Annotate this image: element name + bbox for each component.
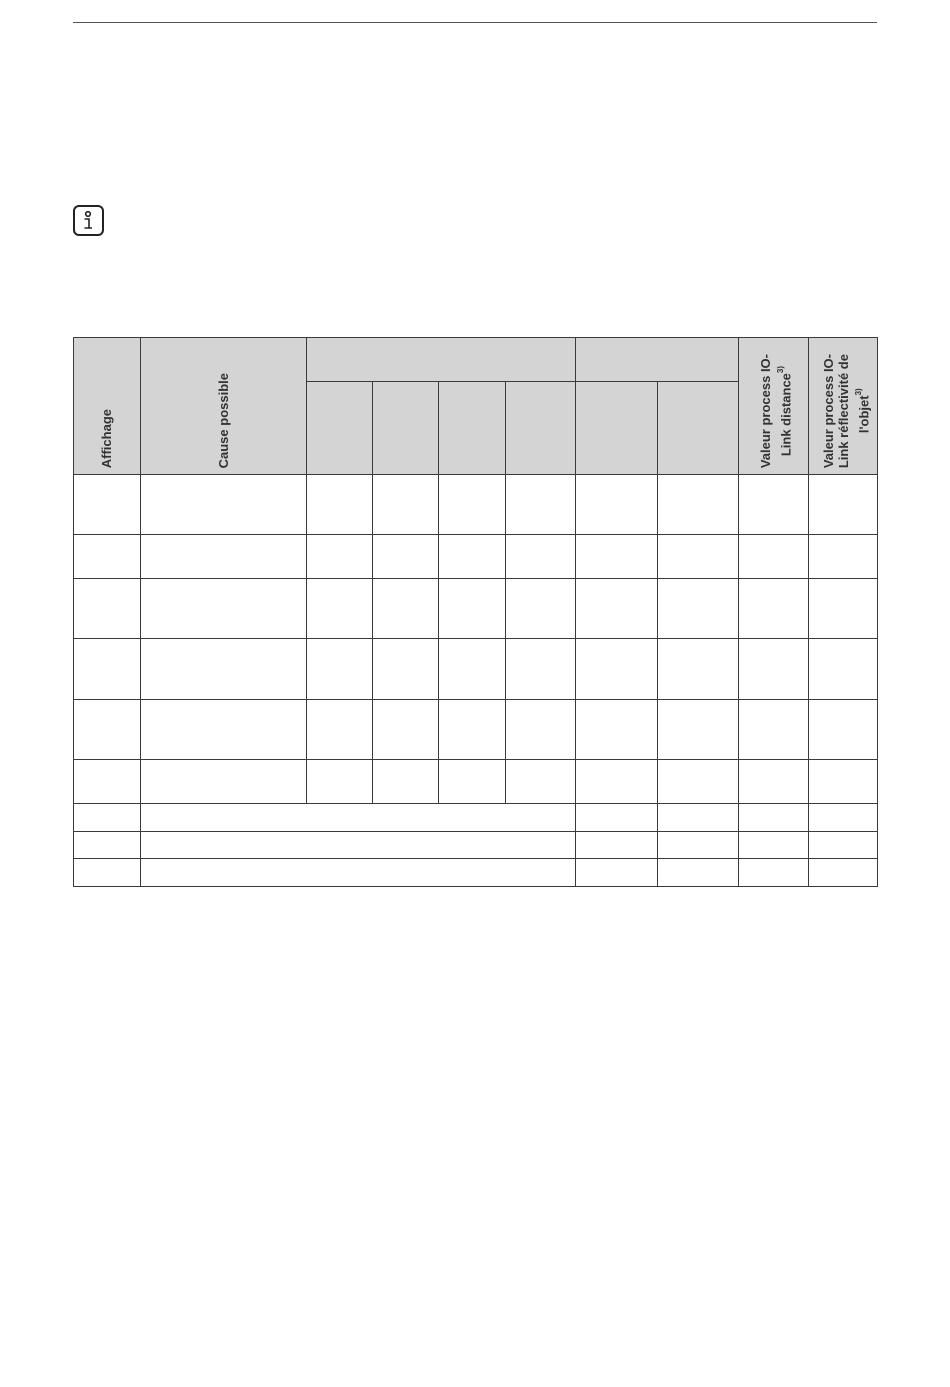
table-row bbox=[74, 859, 878, 887]
header-sub-1 bbox=[307, 382, 373, 475]
header-sub-2 bbox=[373, 382, 439, 475]
troubleshooting-table bbox=[73, 337, 878, 887]
header-sub-6 bbox=[658, 382, 739, 475]
table-row bbox=[74, 639, 878, 700]
header-cause bbox=[141, 338, 307, 475]
header-io-distance bbox=[739, 338, 809, 475]
header-sub-5 bbox=[576, 382, 658, 475]
header-cause-label: Cause possible bbox=[215, 372, 231, 468]
header-affichage bbox=[74, 338, 141, 475]
info-icon bbox=[73, 205, 104, 236]
header-io-reflect-label: Valeur process IO- Link réflectivité de l'objet$^{3)}$ bbox=[821, 353, 872, 468]
table-row bbox=[74, 804, 878, 832]
header-affichage-label: Affichage bbox=[99, 408, 114, 468]
header-io-reflect bbox=[809, 338, 878, 475]
table-row bbox=[74, 700, 878, 760]
header-sub-3 bbox=[439, 382, 506, 475]
table-row bbox=[74, 760, 878, 804]
top-rule bbox=[73, 22, 877, 23]
header-group-1 bbox=[307, 338, 576, 382]
table-row bbox=[74, 579, 878, 639]
table-row bbox=[74, 475, 878, 535]
table-row bbox=[74, 832, 878, 859]
header-io-distance-label: Valeur process IO- Link distance$^{3)}$ bbox=[757, 353, 793, 468]
header-group-2 bbox=[576, 338, 739, 382]
table-row bbox=[74, 535, 878, 579]
header-sub-4 bbox=[506, 382, 576, 475]
